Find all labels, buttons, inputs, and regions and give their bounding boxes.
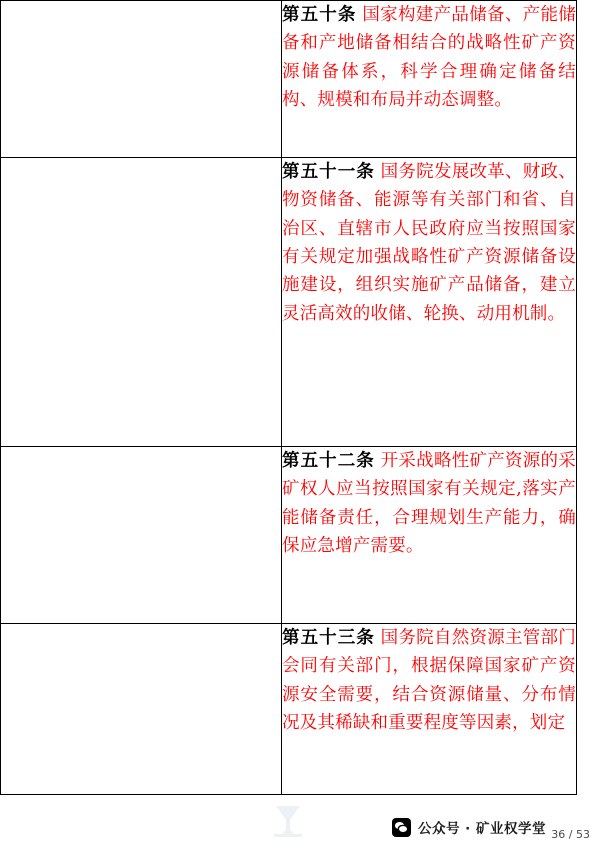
brand-watermark xyxy=(392,817,546,837)
article-paragraph xyxy=(282,158,576,328)
table-cell-left xyxy=(1,447,282,624)
article-content: 国家构建产品储备、产能储备和产地储备相结合的战略性矿产资源储备体系，科学合理确定储备结构、规模和布局并动态调整。 xyxy=(282,5,577,111)
table-row xyxy=(1,624,577,795)
page-footer xyxy=(0,804,600,848)
article-number: 第五十一条 xyxy=(282,162,375,182)
article-number: 第五十三条 xyxy=(282,628,375,648)
article-number: 第五十条 xyxy=(282,5,357,25)
article-content: 国务院自然资源主管部门会同有关部门，根据保障国家矿产资源安全需要，结合资源储量、分布情况及其稀缺和重要程度等因素，划定 xyxy=(282,628,576,734)
article-content: 国务院发展改革、财政、物资储备、能源等有关部门和省、自治区、直辖市人民政府应当按照国家有关规定加强战略性矿产资源储备设施建设，组织实施矿产品储备，建立灵活高效的收储、轮换、动用机制。 xyxy=(282,162,576,324)
table-cell-left xyxy=(1,1,282,158)
article-paragraph xyxy=(282,447,576,560)
table-row xyxy=(1,1,577,158)
table-row xyxy=(1,158,577,447)
wechat-icon xyxy=(392,818,411,837)
table-row xyxy=(1,447,577,624)
article-paragraph xyxy=(282,624,576,737)
table-cell-left xyxy=(1,624,282,795)
table-cell-left xyxy=(1,158,282,447)
table-cell-right xyxy=(282,447,577,624)
table-cell-right xyxy=(282,624,577,795)
page-number: 36 / 53 xyxy=(551,828,590,841)
article-paragraph xyxy=(282,1,576,114)
brand-label: 公众号 · 矿业权学堂 xyxy=(417,821,546,837)
article-content: 开采战略性矿产资源的采矿权人应当按照国家有关规定,落实产能储备责任，合理规划生产能力，确保应急增产需要。 xyxy=(282,451,576,557)
table-cell-right xyxy=(282,158,577,447)
article-number: 第五十二条 xyxy=(282,451,375,471)
table-cell-right xyxy=(282,1,577,158)
